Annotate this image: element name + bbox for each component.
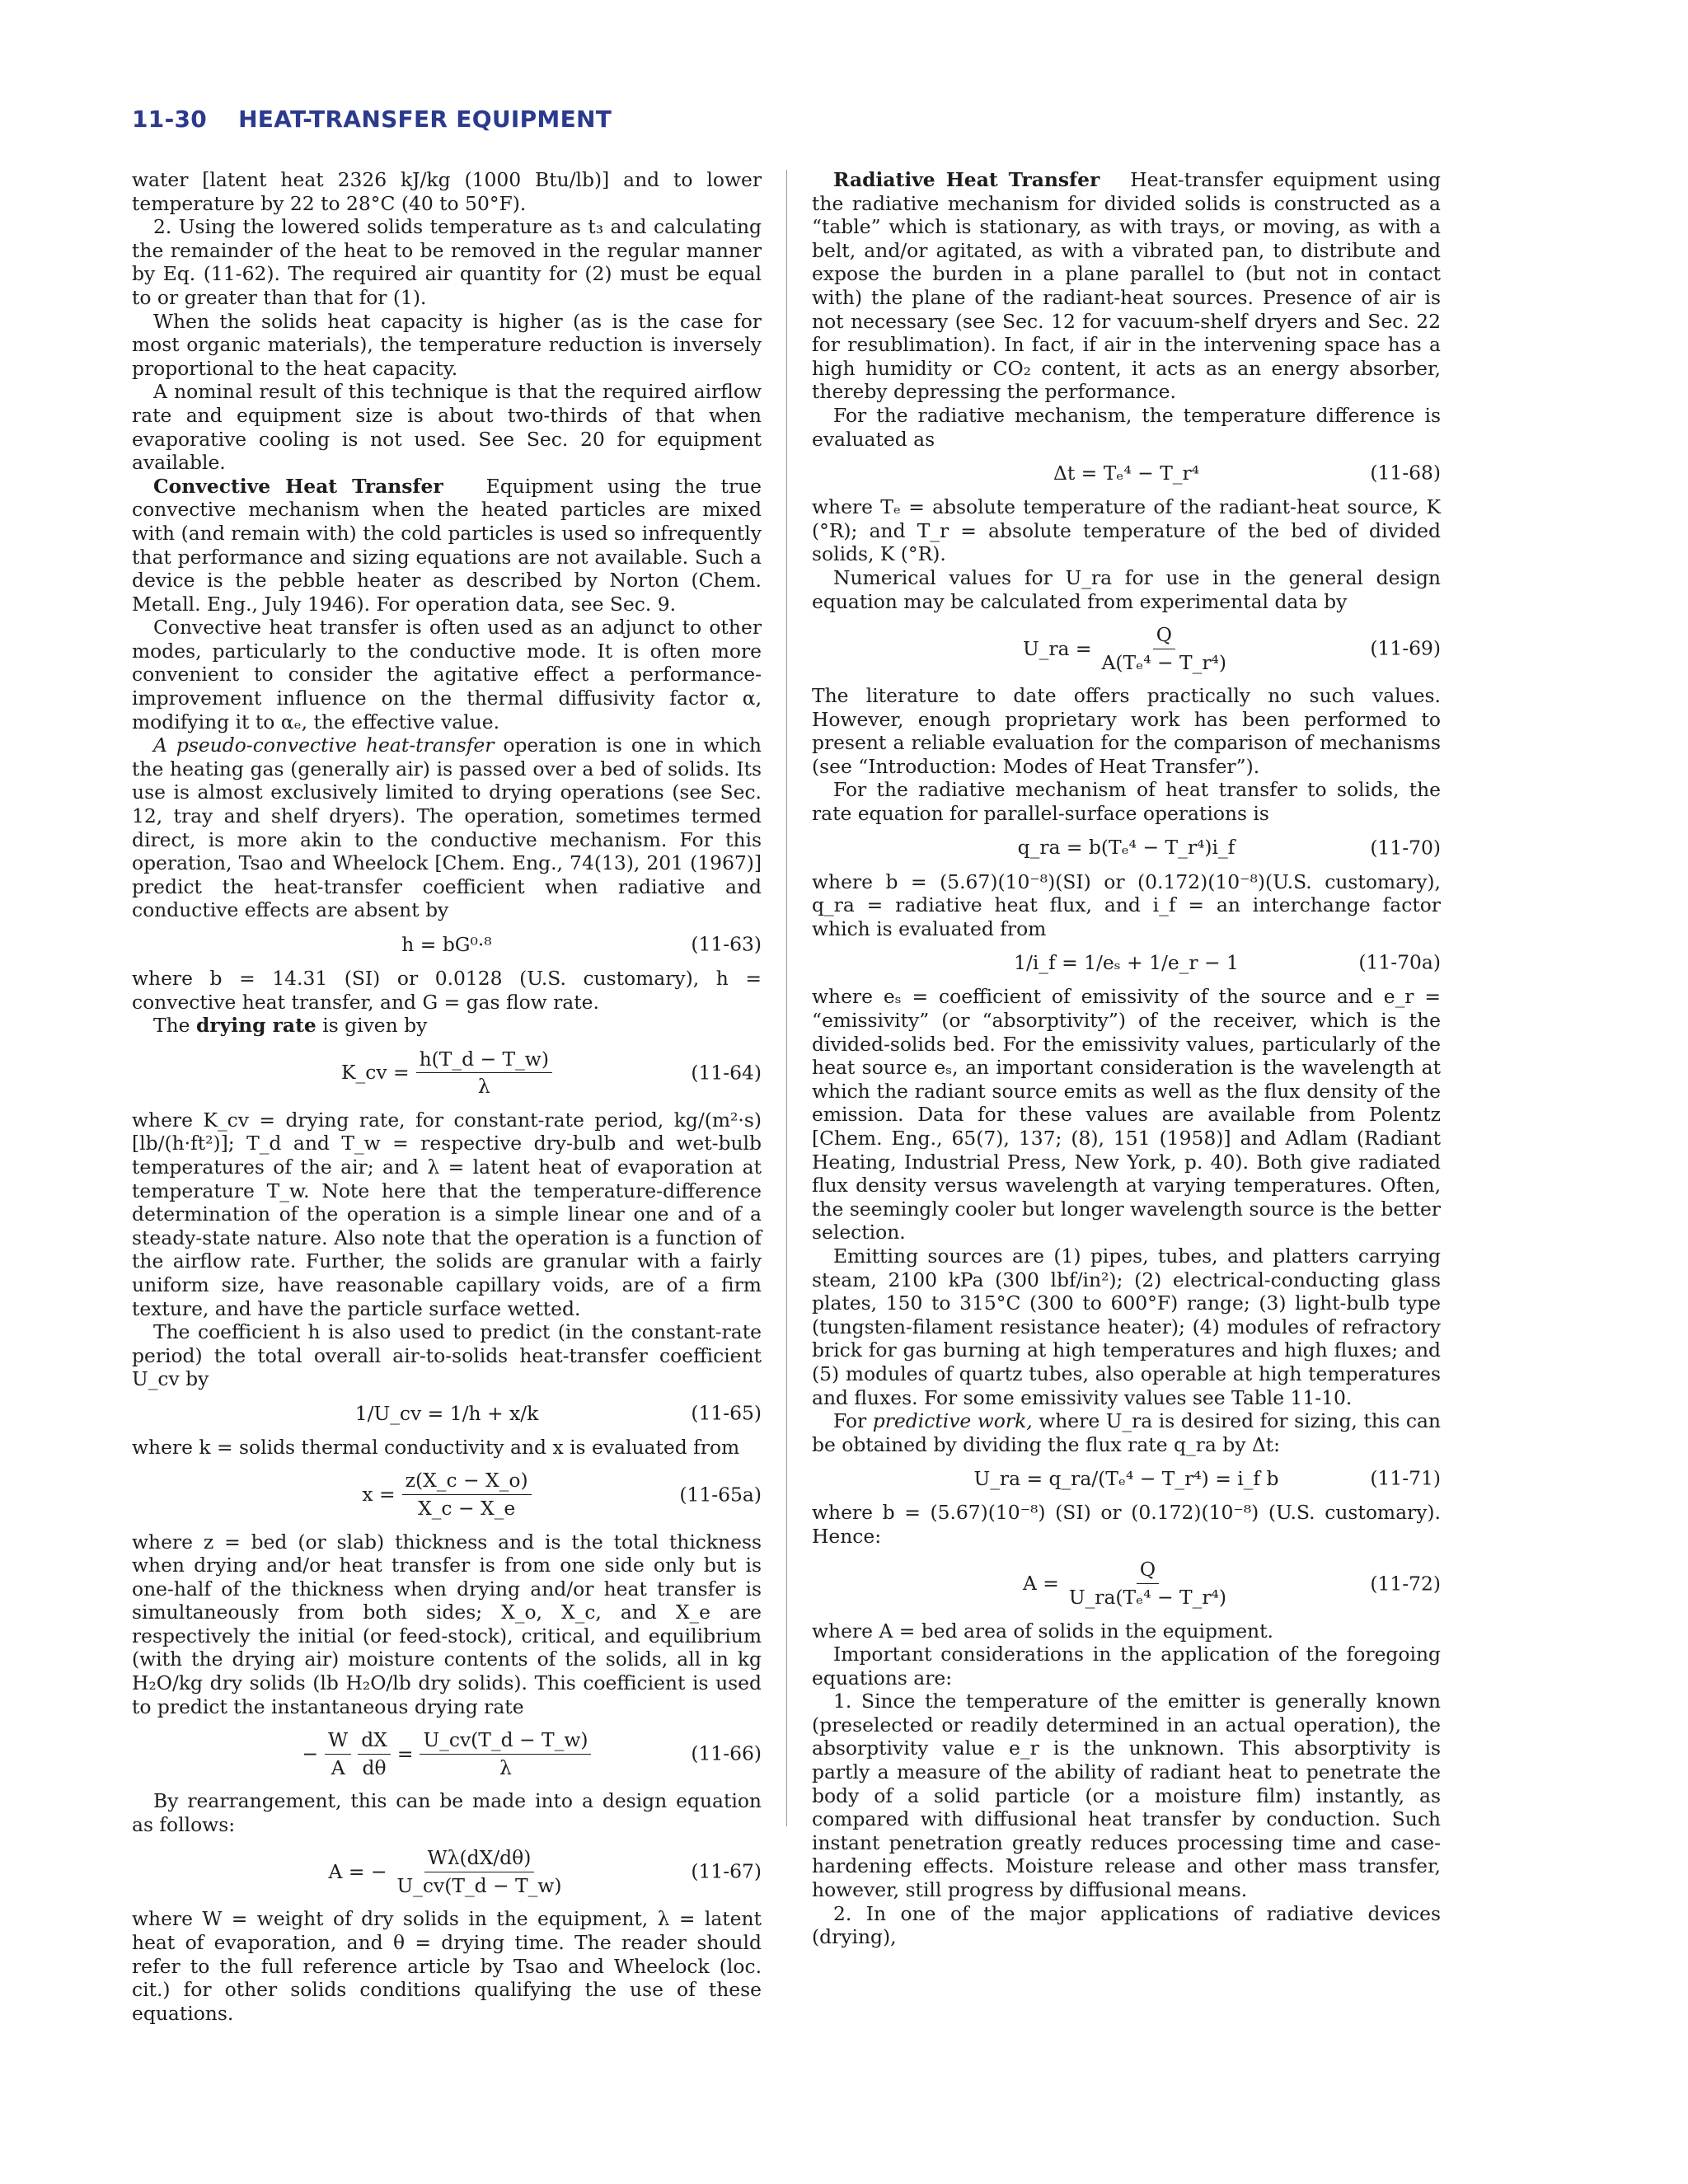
equation-lhs: K_cv = (341, 1061, 410, 1085)
equation-11-70a (812, 945, 1441, 980)
paragraph: 2. Using the lowered solids temperature as t₃ and calculating the remainder of the heat to be removed in the regular manner by Eq. (11-62). The required air quantity for (2) must be equal to or greater than that for (1). (132, 215, 762, 309)
section-title: HEAT-TRANSFER EQUIPMENT (238, 105, 612, 133)
paragraph: The literature to date offers practically no such values. However, enough proprietary work has been performed to present a reliable evaluation for the comparison of mechanisms (see “Introduction: Modes of Heat Transfer”). (812, 684, 1441, 778)
equation-11-71 (812, 1461, 1441, 1496)
equation-number: (11-70a) (1358, 951, 1441, 975)
equation-11-67 (132, 1841, 762, 1902)
equation-number: (11-72) (1370, 1572, 1441, 1596)
equation-number: (11-65) (691, 1401, 762, 1425)
paragraph: where b = 14.31 (SI) or 0.0128 (U.S. customary), h = convective heat transfer, and G = gas flow rate. (132, 967, 762, 1014)
paragraph: where z = bed (or slab) thickness and is the total thickness when drying and/or heat transfer is from one side only but is one-half of the thickness when drying and/or heat transfer is simultaneously from both sides; X_o, X_c, and X_e are respectively the initial (or feed-stock), critical, and equilibrium (with the drying air) moisture contents of the solids, all in kg H₂O/kg dry solids (lb H₂O/lb dry solids). This coefficient is used to predict the instantaneous drying rate (132, 1530, 762, 1718)
paragraph-radiative (812, 168, 1441, 404)
equation-equals: = (396, 1741, 414, 1765)
paragraph: When the solids heat capacity is higher (as is the case for most organic materials), the temperature reduction is inversely proportional to the heat capacity. (132, 309, 762, 380)
italic-term: A pseudo-convective heat-transfer (153, 733, 495, 757)
paragraph-convective (132, 475, 762, 616)
equation-body: 1/i_f = 1/eₛ + 1/e_r − 1 (1014, 951, 1239, 975)
equation-body: q_ra = b(Tₑ⁴ − T_r⁴)i_f (1017, 836, 1236, 860)
equation-lhs: x = (362, 1483, 396, 1507)
paragraph: where b = (5.67)(10⁻⁸)(SI) or (0.172)(10⁻⁸)(U.S. customary), q_ra = radiative heat flux, and i_f = an interchange factor which is evaluated from (812, 869, 1441, 940)
equation-numerator: Q (1137, 1558, 1159, 1584)
page-number: 11-30 (132, 105, 208, 133)
paragraph: The coefficient h is also used to predict (in the constant-rate period) the total overall air-to-solids heat-transfer coefficient U_cv by (132, 1320, 762, 1391)
paragraph-text: Equipment using the true convective mechanism when the heated particles are mixed with (and remain with) the cold particles is used so infrequently that performance and sizing equations are not available. Such a device is the pebble heater as described by Norton (Chem. Metall. Eng., July 1946). For operation data, see Sec. 9. (132, 474, 762, 616)
equation-number: (11-67) (691, 1860, 762, 1884)
column-divider (786, 170, 787, 1826)
text: is given by (316, 1014, 428, 1038)
paragraph-text: operation is one in which the heating gas (generally air) is passed over a bed of solids. Its use is almost exclusively limited to drying operations (see Sec. 12, tray and shelf dryers). The operation, sometimes termed direct, is more akin to the conductive mechanism. For this operation, Tsao and Wheelock [Chem. Eng., 74(13), 201 (1967)] predict the heat-transfer coefficient when radiative and conductive effects are absent by (132, 733, 762, 922)
equation-body: U_ra = q_ra/(Tₑ⁴ − T_r⁴) = i_f b (973, 1467, 1279, 1491)
subheading-convective: Convective Heat Transfer (153, 474, 443, 498)
equation-11-65 (132, 1396, 762, 1431)
equation-11-70 (812, 831, 1441, 865)
equation-number: (11-70) (1370, 836, 1441, 860)
equation-numerator: W (325, 1728, 351, 1755)
equation-body: Δt = Tₑ⁴ − T_r⁴ (1053, 461, 1200, 485)
paragraph-pseudo-convective (132, 733, 762, 922)
paragraph-text: Heat-transfer equipment using the radiative mechanism for divided solids is constructed as a “table” which is stationary, as with trays, or moving, as with a belt, and/or agitated, as with a vibrated pan, to distribute and expose the burden in a plane parallel to (but not in contact with) the plane of the radiant-heat sources. Presence of air is not necessary (see Sec. 12 for vacuum-shelf dryers and Sec. 22 for resublimation). In fact, if air in the intervening space has a high humidity or CO₂ content, it acts as an energy absorber, thereby depressing the performance. (812, 168, 1442, 404)
equation-lhs: A = − (328, 1860, 387, 1884)
paragraph: Convective heat transfer is often used as an adjunct to other modes, particularly to the conductive mode. It is often more convenient to consider the agitative effect a performance-improvement influence on the thermal diffusivity factor α, modifying it to αₑ, the effective value. (132, 616, 762, 733)
left-column (132, 168, 762, 2025)
equation-denominator: A (331, 1755, 345, 1779)
equation-number: (11-64) (691, 1061, 762, 1085)
equation-numerator: z(X_c − X_o) (402, 1469, 532, 1495)
paragraph: where eₛ = coefficient of emissivity of the source and e_r = “emissivity” (or “absorptivity”) of the receiver, which is the divided-solids bed. For the emissivity values, particularly of the heat source eₛ, an important consideration is the wavelength at which the radiant source emits as well as the flux density of the emission. Data for these values are available from Polentz [Chem. Eng., 65(7), 137; (8), 151 (1958)] and Adlam (Radiant Heating, Industrial Press, New York, p. 40). Both give radiated flux density versus wavelength at varying temperatures. Often, the seemingly cooler but longer wavelength source is the better selection. (812, 985, 1441, 1244)
equation-denominator: λ (499, 1755, 512, 1779)
equation-numerator: h(T_d − T_w) (416, 1047, 552, 1074)
equation-numerator: dX (358, 1728, 391, 1755)
equation-number: (11-63) (691, 932, 762, 956)
paragraph: where W = weight of dry solids in the equipment, λ = latent heat of evaporation, and θ = drying time. The reader should refer to the full reference article by Tsao and Wheelock (loc. cit.) for other solids conditions qualifying the use of these equations. (132, 1907, 762, 2025)
paragraph: By rearrangement, this can be made into a design equation as follows: (132, 1789, 762, 1836)
paragraph: water [latent heat 2326 kJ/kg (1000 Btu/lb)] and to lower temperature by 22 to 28°C (40 to 50°F). (132, 168, 762, 215)
paragraph: where Tₑ = absolute temperature of the radiant-heat source, K (°R); and T_r = absolute temperature of the bed of divided solids, K (°R). (812, 495, 1441, 566)
paragraph-predictive (812, 1409, 1441, 1456)
text: For (833, 1409, 873, 1433)
paragraph: Numerical values for U_ra for use in the general design equation may be calculated from experimental data by (812, 565, 1441, 613)
text: where U_ra is desired for sizing, this can be obtained by dividing the flux rate q_ra by Δt: (812, 1409, 1441, 1456)
paragraph: where K_cv = drying rate, for constant-rate period, kg/(m²·s) [lb/(h·ft²)]; T_d and T_w = respective dry-bulb and wet-bulb temperatures of the air; and λ = latent heat of evaporation at temperature T_w. Note here that the temperature-difference determination of the operation is a simple linear one and of a steady-state nature. Also note that the operation is a function of the airflow rate. Further, the solids are granular with a fairly uniform size, have reasonable capillary voids, are of a firm texture, and have the particle surface wetted. (132, 1108, 762, 1320)
equation-numerator: Q (1153, 623, 1175, 649)
right-column (812, 168, 1441, 1949)
equation-number: (11-71) (1370, 1467, 1441, 1491)
equation-number: (11-68) (1370, 461, 1441, 485)
italic-term: predictive work, (872, 1409, 1033, 1433)
equation-11-64 (132, 1043, 762, 1104)
equation-denominator: λ (477, 1075, 490, 1099)
equation-denominator: dθ (362, 1755, 387, 1779)
paragraph: For the radiative mechanism of heat transfer to solids, the rate equation for parallel-surface operations is (812, 778, 1441, 826)
equation-11-72 (812, 1554, 1441, 1615)
paragraph: A nominal result of this technique is that the required airflow rate and equipment size is about two-thirds of that when evaporative cooling is not used. See Sec. 20 for equipment available. (132, 380, 762, 475)
equation-11-66 (132, 1723, 762, 1784)
subheading-radiative: Radiative Heat Transfer (833, 168, 1100, 191)
equation-numerator: U_cv(T_d − T_w) (420, 1728, 591, 1755)
equation-body: h = bG⁰·⁸ (401, 932, 492, 956)
equation-denominator: U_ra(Tₑ⁴ − T_r⁴) (1068, 1586, 1227, 1609)
paragraph: Important considerations in the application of the foregoing equations are: (812, 1643, 1441, 1690)
paragraph: Emitting sources are (1) pipes, tubes, and platters carrying steam, 2100 kPa (300 lbf/in²); (2) electrical-conducting glass plates, 150 to 315°C (300 to 600°F) range; (3) light-bulb type (tungsten-filament resistance heater); (4) modules of refractory brick for gas burning at high temperatures and high fluxes; and (5) modules of quartz tubes, also operable at high temperatures and fluxes. For some emissivity values see Table 11-10. (812, 1244, 1441, 1409)
equation-lhs: U_ra = (1022, 636, 1092, 660)
equation-11-63 (132, 927, 762, 962)
paragraph: where b = (5.67)(10⁻⁸) (SI) or (0.172)(10⁻⁸) (U.S. customary). Hence: (812, 1501, 1441, 1548)
equation-denominator: X_c − X_e (418, 1497, 516, 1520)
paragraph: where k = solids thermal conductivity and x is evaluated from (132, 1435, 740, 1459)
equation-number: (11-66) (691, 1741, 762, 1765)
equation-minus: − (302, 1741, 319, 1765)
paragraph: where A = bed area of solids in the equipment. (812, 1619, 1273, 1643)
equation-number: (11-65a) (679, 1483, 762, 1507)
equation-denominator: U_cv(T_d − T_w) (396, 1873, 562, 1897)
equation-number: (11-69) (1370, 636, 1441, 660)
paragraph-drying-rate (132, 1014, 762, 1038)
equation-11-69 (812, 618, 1441, 679)
equation-body: 1/U_cv = 1/h + x/k (354, 1401, 539, 1425)
paragraph: For the radiative mechanism, the temperature difference is evaluated as (812, 403, 1441, 451)
equation-numerator: Wλ(dX/dθ) (424, 1846, 535, 1872)
paragraph: 1. Since the temperature of the emitter is generally known (preselected or readily determined in an actual operation), the absorptivity value e_r is the unknown. This absorptivity is partly a measure of the ability of radiant heat to penetrate the body of a solid particle (or a moisture film) instantly, as compared with diffusional heat transfer by conduction. Such instant penetration greatly reduces processing time and case-hardening effects. Moisture release and other mass transfer, however, still progress by diffusional means. (812, 1690, 1441, 1902)
equation-denominator: A(Tₑ⁴ − T_r⁴) (1101, 650, 1227, 674)
paragraph: 2. In one of the major applications of radiative devices (drying), (812, 1901, 1441, 1949)
page-header (132, 105, 612, 133)
bold-term: drying rate (195, 1014, 316, 1038)
equation-lhs: A = (1022, 1572, 1059, 1596)
equation-11-65a (132, 1465, 762, 1526)
text: The (153, 1014, 196, 1038)
equation-11-68 (812, 456, 1441, 490)
